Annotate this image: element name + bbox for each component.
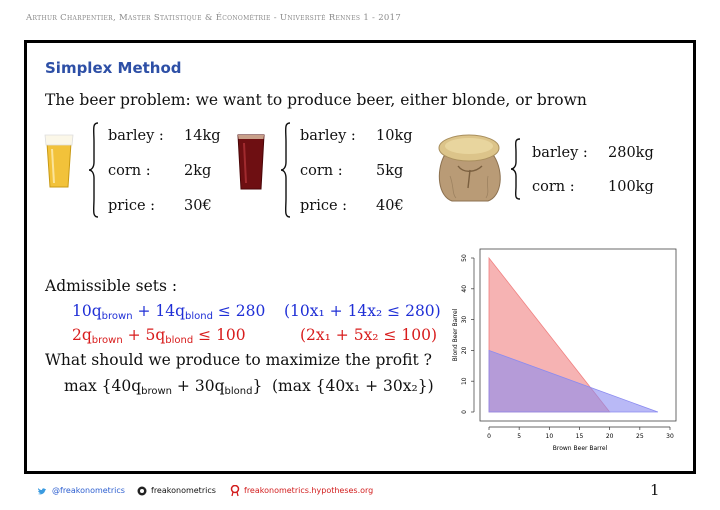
y-tick-label: 40 <box>461 284 468 293</box>
left-brace-icon <box>280 122 292 218</box>
slide-header: Arthur Charpentier, Master Statistique & Économétrie - Université Rennes 1 - 2017 <box>26 13 402 23</box>
subscript: brown <box>101 311 133 322</box>
brown-corn-value: 5kg <box>376 163 404 179</box>
resource-corn-value: 100kg <box>608 179 654 195</box>
intro-text: The beer problem: we want to produce beer, either blonde, or brown <box>45 91 587 109</box>
objective-function <box>64 377 262 397</box>
brown-corn-label: corn : <box>300 163 343 179</box>
x-tick-label: 20 <box>605 433 614 440</box>
x-tick-label: 30 <box>666 433 674 440</box>
constraint-term: 2q <box>72 326 92 344</box>
objective-term: max {40q <box>64 377 142 395</box>
left-brace-icon <box>88 122 100 218</box>
feasible-region-corn <box>489 350 658 412</box>
question-text: What should we produce to maximize the profit ? <box>45 351 432 369</box>
x-tick-label: 0 <box>487 433 491 440</box>
constraint-term: + 5q <box>122 326 166 344</box>
y-tick-label: 20 <box>461 346 468 355</box>
objective-function-alt: (max {40x₁ + 30x₂}) <box>272 377 434 395</box>
y-tick-label: 10 <box>461 377 468 386</box>
constraint-barley <box>72 302 265 322</box>
constraint-term: 10q <box>72 302 102 320</box>
objective-term: + 30q <box>172 377 225 395</box>
resource-barley-value: 280kg <box>608 145 654 161</box>
twitter-handle[interactable]: @freakonometrics <box>52 486 125 495</box>
brown-beer-recipe <box>280 122 420 218</box>
x-tick-label: 25 <box>636 433 644 440</box>
blonde-beer-glass-icon <box>44 133 74 189</box>
x-tick-label: 15 <box>575 433 584 440</box>
y-tick-label: 30 <box>461 315 468 324</box>
x-axis-label: Brown Beer Barrel <box>552 445 608 452</box>
github-handle[interactable]: freakonometrics <box>151 486 216 495</box>
subscript: brown <box>91 335 123 346</box>
feasible-region-chart <box>448 245 684 457</box>
slide-title: Simplex Method <box>45 59 182 77</box>
constraint-rhs: ≤ 280 <box>212 302 266 320</box>
resource-barley-label: barley : <box>532 145 588 161</box>
grain-sack-icon <box>430 126 508 204</box>
brown-barley-label: barley : <box>300 128 356 144</box>
blonde-barley-value: 14kg <box>184 128 221 144</box>
x-tick-label: 5 <box>517 433 522 440</box>
blog-icon <box>230 485 240 497</box>
github-icon <box>137 486 147 496</box>
blonde-corn-value: 2kg <box>184 163 212 179</box>
y-axis-label: Blond Beer Barrel <box>452 308 459 362</box>
constraint-corn-alt: (2x₁ + 5x₂ ≤ 100) <box>300 326 437 344</box>
y-tick-label: 50 <box>461 254 468 262</box>
admissible-heading: Admissible sets : <box>45 277 178 295</box>
subscript: blond <box>185 311 213 322</box>
x-tick-label: 10 <box>545 433 554 440</box>
brown-beer-glass-icon <box>236 133 266 191</box>
blonde-corn-label: corn : <box>108 163 151 179</box>
brown-price-label: price : <box>300 198 348 214</box>
twitter-icon <box>37 487 47 496</box>
blonde-price-value: 30€ <box>184 198 212 214</box>
constraint-corn <box>72 326 246 346</box>
blonde-price-label: price : <box>108 198 156 214</box>
brown-price-value: 40€ <box>376 198 404 214</box>
brown-barley-value: 10kg <box>376 128 413 144</box>
resources-available <box>510 138 670 200</box>
subscript: brown <box>141 386 172 397</box>
left-brace-icon <box>510 138 522 200</box>
constraint-barley-alt: (10x₁ + 14x₂ ≤ 280) <box>284 302 441 320</box>
y-tick-label: 0 <box>461 410 468 414</box>
subscript: blond <box>224 386 253 397</box>
constraint-rhs: ≤ 100 <box>193 326 246 344</box>
constraint-term: + 14q <box>132 302 186 320</box>
blonde-beer-recipe <box>88 122 228 218</box>
resource-corn-label: corn : <box>532 179 575 195</box>
page-number: 1 <box>650 481 660 499</box>
objective-term: } <box>252 377 263 395</box>
blonde-barley-label: barley : <box>108 128 164 144</box>
subscript: blond <box>165 335 194 346</box>
blog-link[interactable]: freakonometrics.hypotheses.org <box>244 486 374 495</box>
